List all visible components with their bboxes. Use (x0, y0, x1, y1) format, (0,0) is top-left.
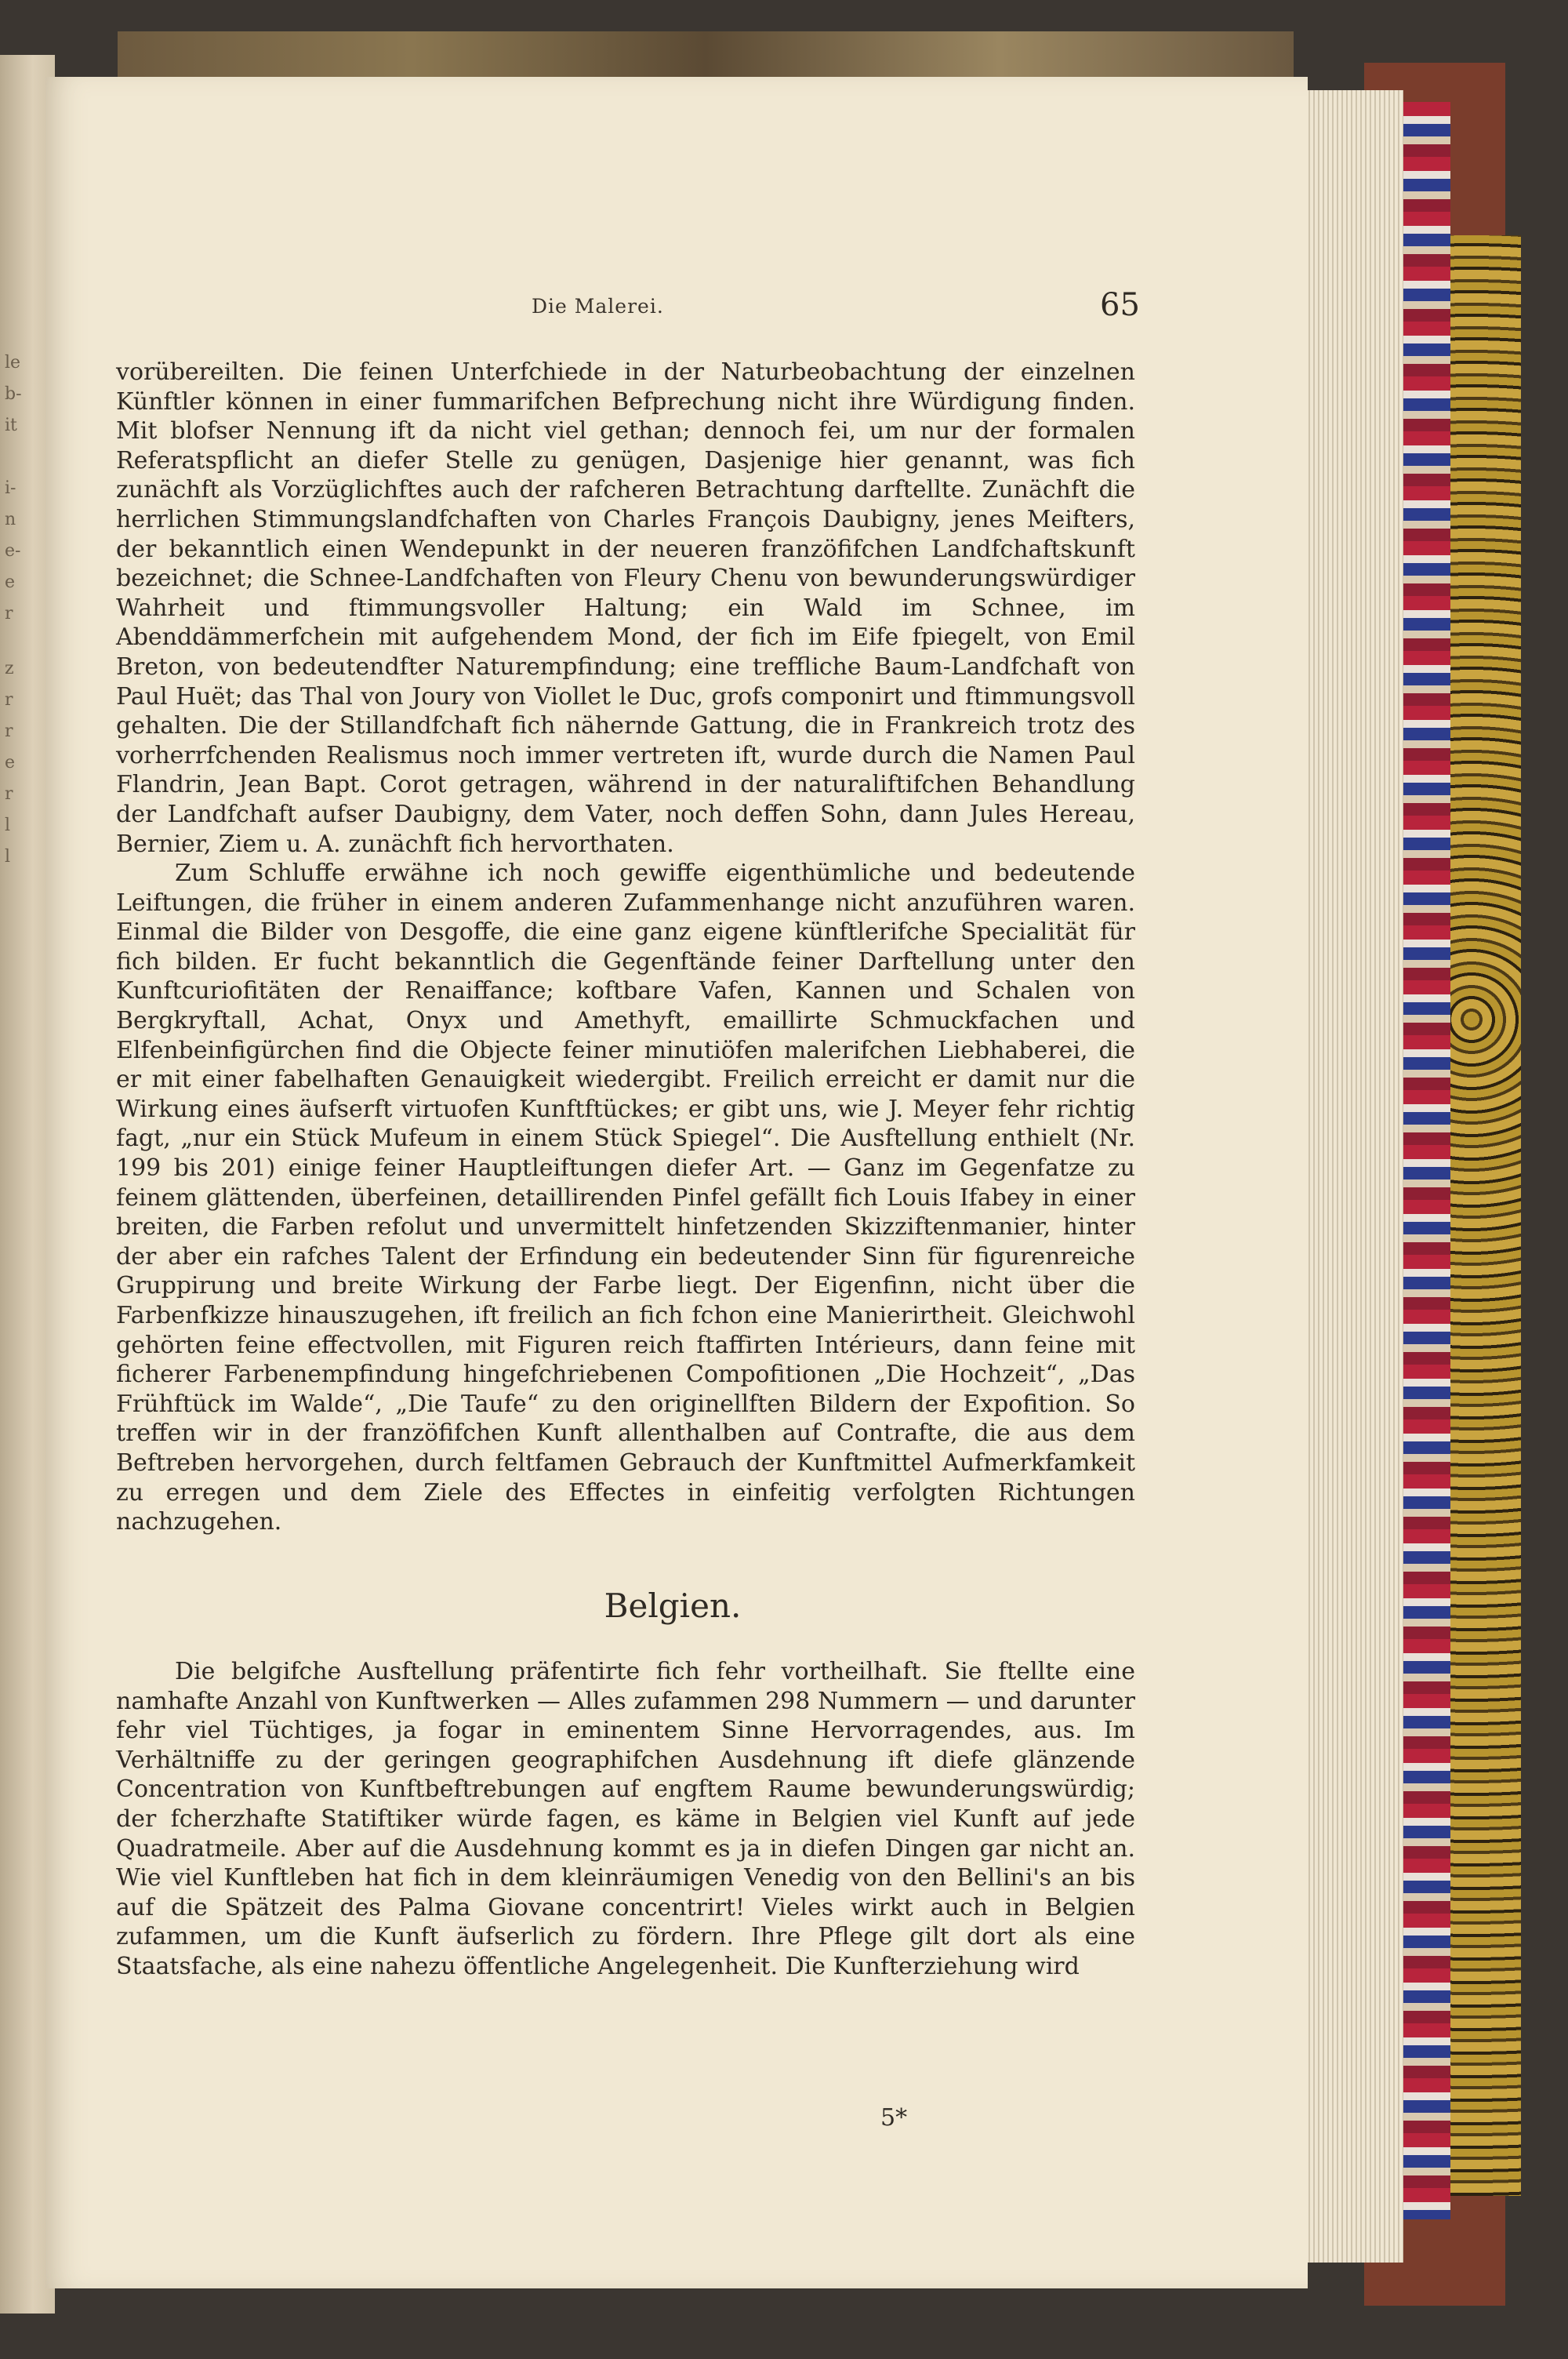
paragraph: Die belgifche Ausftellung präfentirte fich fehr vortheilhaft. Sie ftellte eine namhafte Anzahl von Kunftwerken — Alles zufammen 298 Nummern — und darunter fehr viel Tüchtiges, ja fogar in eminentem Sinne Hervorragendes, aus. Im Verhältniffe zu der geringen geographifchen Ausdehnung ift diefe glänzende Concentration von Kunftbeftrebungen auf engftem Raume bewunderungswürdig; der fcherzhafte Statiftiker würde fagen, es käme in Belgien viel Kunft auf jede Quadratmeile. Aber auf die Ausdehnung kommt es ja in diefen Dingen gar nicht an. Wie viel Kunftleben hat fich in dem kleinräumigen Venedig von den Bellini's an bis auf die Spätzeit des Palma Giovane concentrirt! Vieles wirkt auch in Belgien zufammen, um die Kunft äufserlich zu fördern. Ihre Pflege gilt dort als eine Staatsfache, als eine nahezu öffentliche Angelegenheit. Die Kunfterziehung wird (116, 1658, 1135, 1980)
left-fragment: r (5, 690, 13, 710)
left-fragment: le (5, 353, 21, 373)
left-fragment: n (5, 510, 16, 529)
left-fragment: l (5, 847, 11, 867)
left-fragment: it (5, 416, 17, 435)
marbled-cover (1450, 235, 1521, 2196)
paragraph: Zum Schluffe erwähne ich noch gewiffe eigenthümliche und bedeutende Leiftungen, die früher in einem anderen Zufammenhange nicht anzuführen waren. Einmal die Bilder von Desgoffe, die eine ganz eigene künftlerifche Specialität für fich bilden. Er fucht bekanntlich die Gegenftände feiner Darftellung unter den Kunftcuriofitäten der Renaiffance; koftbare Vafen, Kannen und Schalen von Bergkryftall, Achat, Onyx und Amethyft, emaillirte Schmuckfachen und Elfenbeinfigürchen find die Objecte feiner minutiöfen malerifchen Liebhaberei, die er mit einer fabelhaften Genauigkeit wiedergibt. Freilich erreicht er damit nur die Wirkung eines äufserft virtuofen Kunftftückes; er gibt uns, wie J. Meyer fehr richtig fagt, „nur ein Stück Mufeum in einem Stück Spiegel“. Die Ausftellung enthielt (Nr. 199 bis 201) einige feiner Hauptleiftungen diefer Art. — Ganz im Gegenfatze zu feinem glättenden, überfeinen, detaillirenden Pinfel gefällt fich Louis Ifabey in einer breiten, die Farben refolut und unvermittelt hinfetzenden Skizziftenmanier, hinter der aber ein rafches Talent der Erfindung ein bedeutender Sinn für figurenreiche Gruppirung und breite Wirkung der Farbe liegt. Der Eigenfinn, nicht über die Farbenfkizze hinauszugehen, ift freilich an fich fchon eine Manierirtheit. Gleichwohl gehörten feine effectvollen, mit Figuren reich ftaffirten Intérieurs, dann feine mit ficherer Farbenempfindung hingefchriebenen Compofitionen „Die Hochzeit“, „Das Frühftück im Walde“, „Die Taufe“ zu den originellften Bildern der Expofition. So treffen wir in der franzöfifchen Kunft allenthalben auf Contrafte, die aus dem Beftreben hervorgehen, durch feltfamen Gebrauch der Kunftmittel Aufmerkfamkeit zu erregen und dem Ziele des Effectes in einfeitig verfolgten Richtungen nachzugehen. (116, 860, 1135, 1536)
left-fragment: e- (5, 541, 21, 561)
body-text-section-2 (116, 1657, 1135, 1982)
left-fragment: e (5, 753, 16, 772)
signature-mark: 5* (880, 2104, 908, 2132)
body-text-section-1 (116, 358, 1135, 1537)
left-fragment: r (5, 722, 13, 741)
page-stack-edges (1305, 90, 1403, 2263)
book-top-edge (118, 31, 1294, 78)
left-fragment: e (5, 572, 16, 592)
left-fragment: r (5, 604, 13, 623)
document-page (45, 77, 1308, 2288)
section-heading: Belgien. (604, 1587, 742, 1625)
running-head: Die Malerei. (532, 295, 664, 318)
left-fragment: z (5, 659, 14, 678)
left-fragment: l (5, 816, 11, 835)
marbled-edge (1403, 102, 1450, 2219)
page-number: 65 (1100, 287, 1140, 323)
paragraph: vorübereilten. Die feinen Unterfchiede in der Naturbeobachtung der einzelnen Künftler können in einer fummarifchen Befprechung nicht ihre Würdigung finden. Mit blofser Nennung ift da nicht viel gethan; dennoch fei, um nur der formalen Referatspflicht an diefer Stelle zu genügen, Dasjenige hier genannt, was fich zunächft als Vorzüglichftes auch der rafcheren Betrachtung darftellte. Zunächft die herrlichen Stimmungslandfchaften von Charles François Daubigny, jenes Meifters, der bekanntlich einen Wendepunkt in der neueren franzöfifchen Landfchaftskunft bezeichnet; die Schnee-Landfchaften von Fleury Chenu von bewunderungswürdiger Wahrheit und ftimmungsvoller Haltung; ein Wald im Schnee, im Abenddämmerfchein mit aufgehendem Mond, der fich im Eife fpiegelt, von Emil Breton, von bedeutendfter Naturempfindung; eine treffliche Baum-Landfchaft von Paul Huët; das Thal von Joury von Viollet le Duc, grofs componirt und ftimmungsvoll gehalten. Die der Stillandfchaft fich nähernde Gattung, die in Frankreich trotz des vorherrfchenden Realismus noch immer vertreten ift, wurde durch die Namen Paul Flandrin, Jean Bapt. Corot getragen, während in der naturaliftifchen Behandlung der Landfchaft aufser Daubigny, dem Vater, noch deffen Sohn, dann Jules Hereau, Bernier, Ziem u. A. zunächft fich hervorthaten. (116, 358, 1135, 858)
left-fragment: b- (5, 384, 22, 404)
left-fragment: r (5, 784, 13, 804)
left-fragment: i- (5, 478, 16, 498)
